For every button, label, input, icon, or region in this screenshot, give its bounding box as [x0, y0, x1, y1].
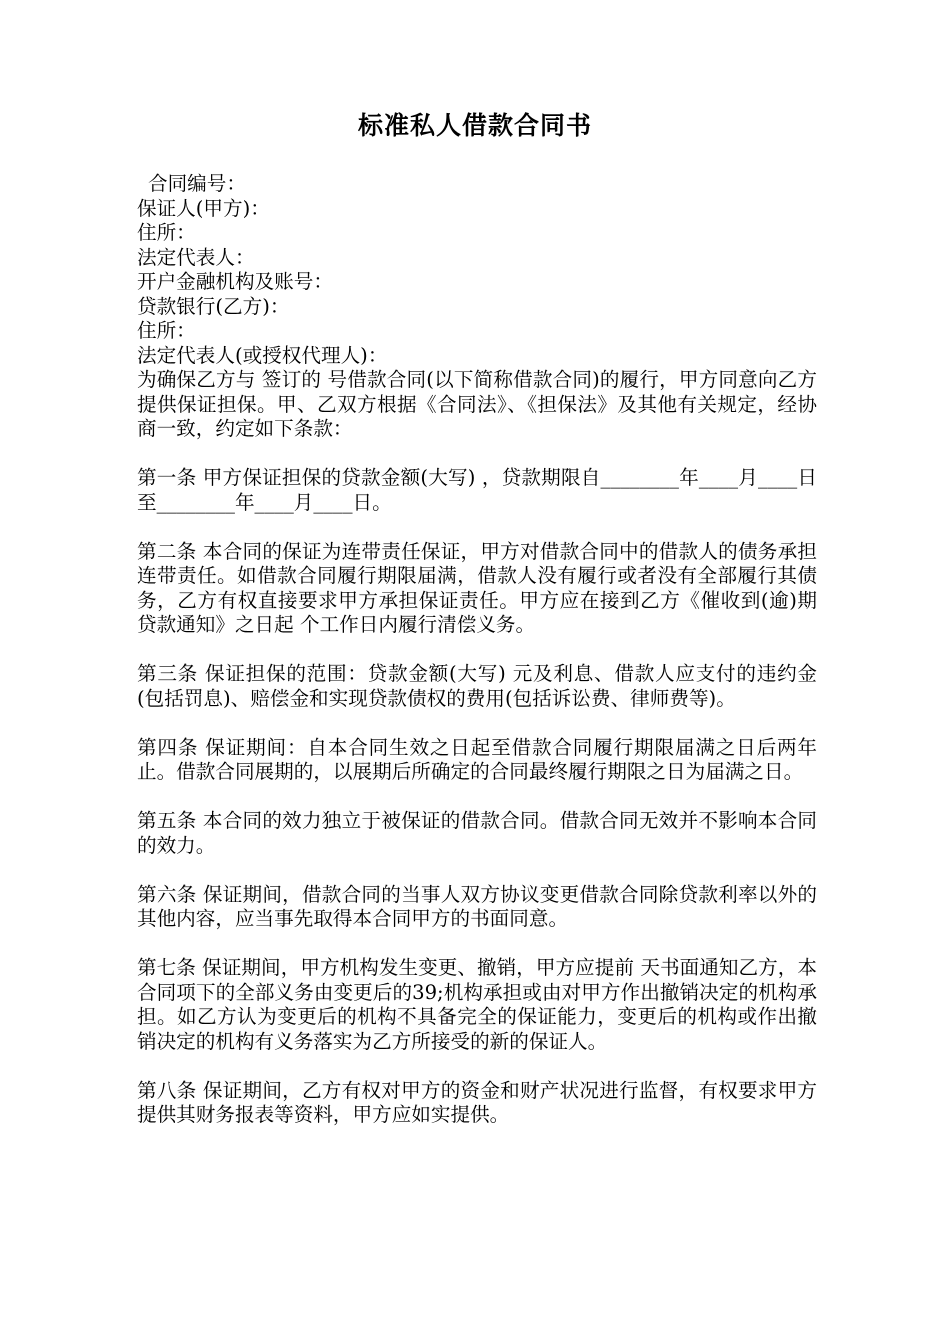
article-2: 第二条 本合同的保证为连带责任保证，甲方对借款合同中的借款人的债务承担连带责任。如借款合同履行期限届满，借款人没有履行或者没有全部履行其债务，乙方有权直接要求甲方承担保证责任。甲方应在接到乙方《催收到(逾)期贷款通知》之日起 个工作日内履行清偿义务。: [137, 539, 817, 636]
article-1: 第一条 甲方保证担保的贷款金额(大写) ，贷款期限自________年____月____日至________年____月____日。: [137, 466, 817, 514]
document-body: [137, 172, 817, 1128]
article-4: 第四条 保证期间：自本合同生效之日起至借款合同履行期限届满之日后两年止。借款合同展期的，以展期后所确定的合同最终履行期限之日为届满之日。: [137, 735, 817, 783]
field-authorized-agent: 法定代表人(或授权代理人)：: [137, 343, 388, 367]
document-title: 标准私人借款合同书: [357, 111, 592, 140]
field-legal-representative: 法定代表人：: [137, 245, 255, 269]
field-guarantor-address: 住所：: [137, 221, 196, 244]
field-contract-number: 合同编号：: [148, 172, 246, 195]
article-8: 第八条 保证期间，乙方有权对甲方的资金和财产状况进行监督，有权要求甲方提供其财务报表等资料，甲方应如实提供。: [137, 1078, 817, 1126]
preamble-paragraph: 为确保乙方与 签订的 号借款合同(以下简称借款合同)的履行，甲方同意向乙方提供保证担保。甲、乙双方根据《合同法》、《担保法》及其他有关规定，经协商一致，约定如下条款：: [137, 368, 817, 440]
article-7: 第七条 保证期间，甲方机构发生变更、撤销，甲方应提前 天书面通知乙方，本合同项下的全部义务由变更后的39;机构承担或由对甲方作出撤销决定的机构承担。如乙方认为变更后的机构不具备完全的保证能力，变更后的机构或作出撤销决定的机构有义务落实为乙方所接受的新的保证人。: [137, 956, 817, 1053]
field-bank-account: 开户金融机构及账号：: [137, 270, 333, 293]
article-3: 第三条 保证担保的范围：贷款金额(大写) 元及利息、借款人应支付的违约金(包括罚息)、赔偿金和实现贷款债权的费用(包括诉讼费、律师费等)。: [137, 662, 817, 710]
field-guarantor: 保证人(甲方)：: [137, 196, 270, 220]
field-lender-address: 住所：: [137, 319, 196, 342]
article-6: 第六条 保证期间，借款合同的当事人双方协议变更借款合同除贷款利率以外的其他内容，应当事先取得本合同甲方的书面同意。: [137, 882, 817, 930]
field-lender-bank: 贷款银行(乙方)：: [137, 294, 290, 318]
article-5: 第五条 本合同的效力独立于被保证的借款合同。借款合同无效并不影响本合同的效力。: [137, 809, 817, 857]
